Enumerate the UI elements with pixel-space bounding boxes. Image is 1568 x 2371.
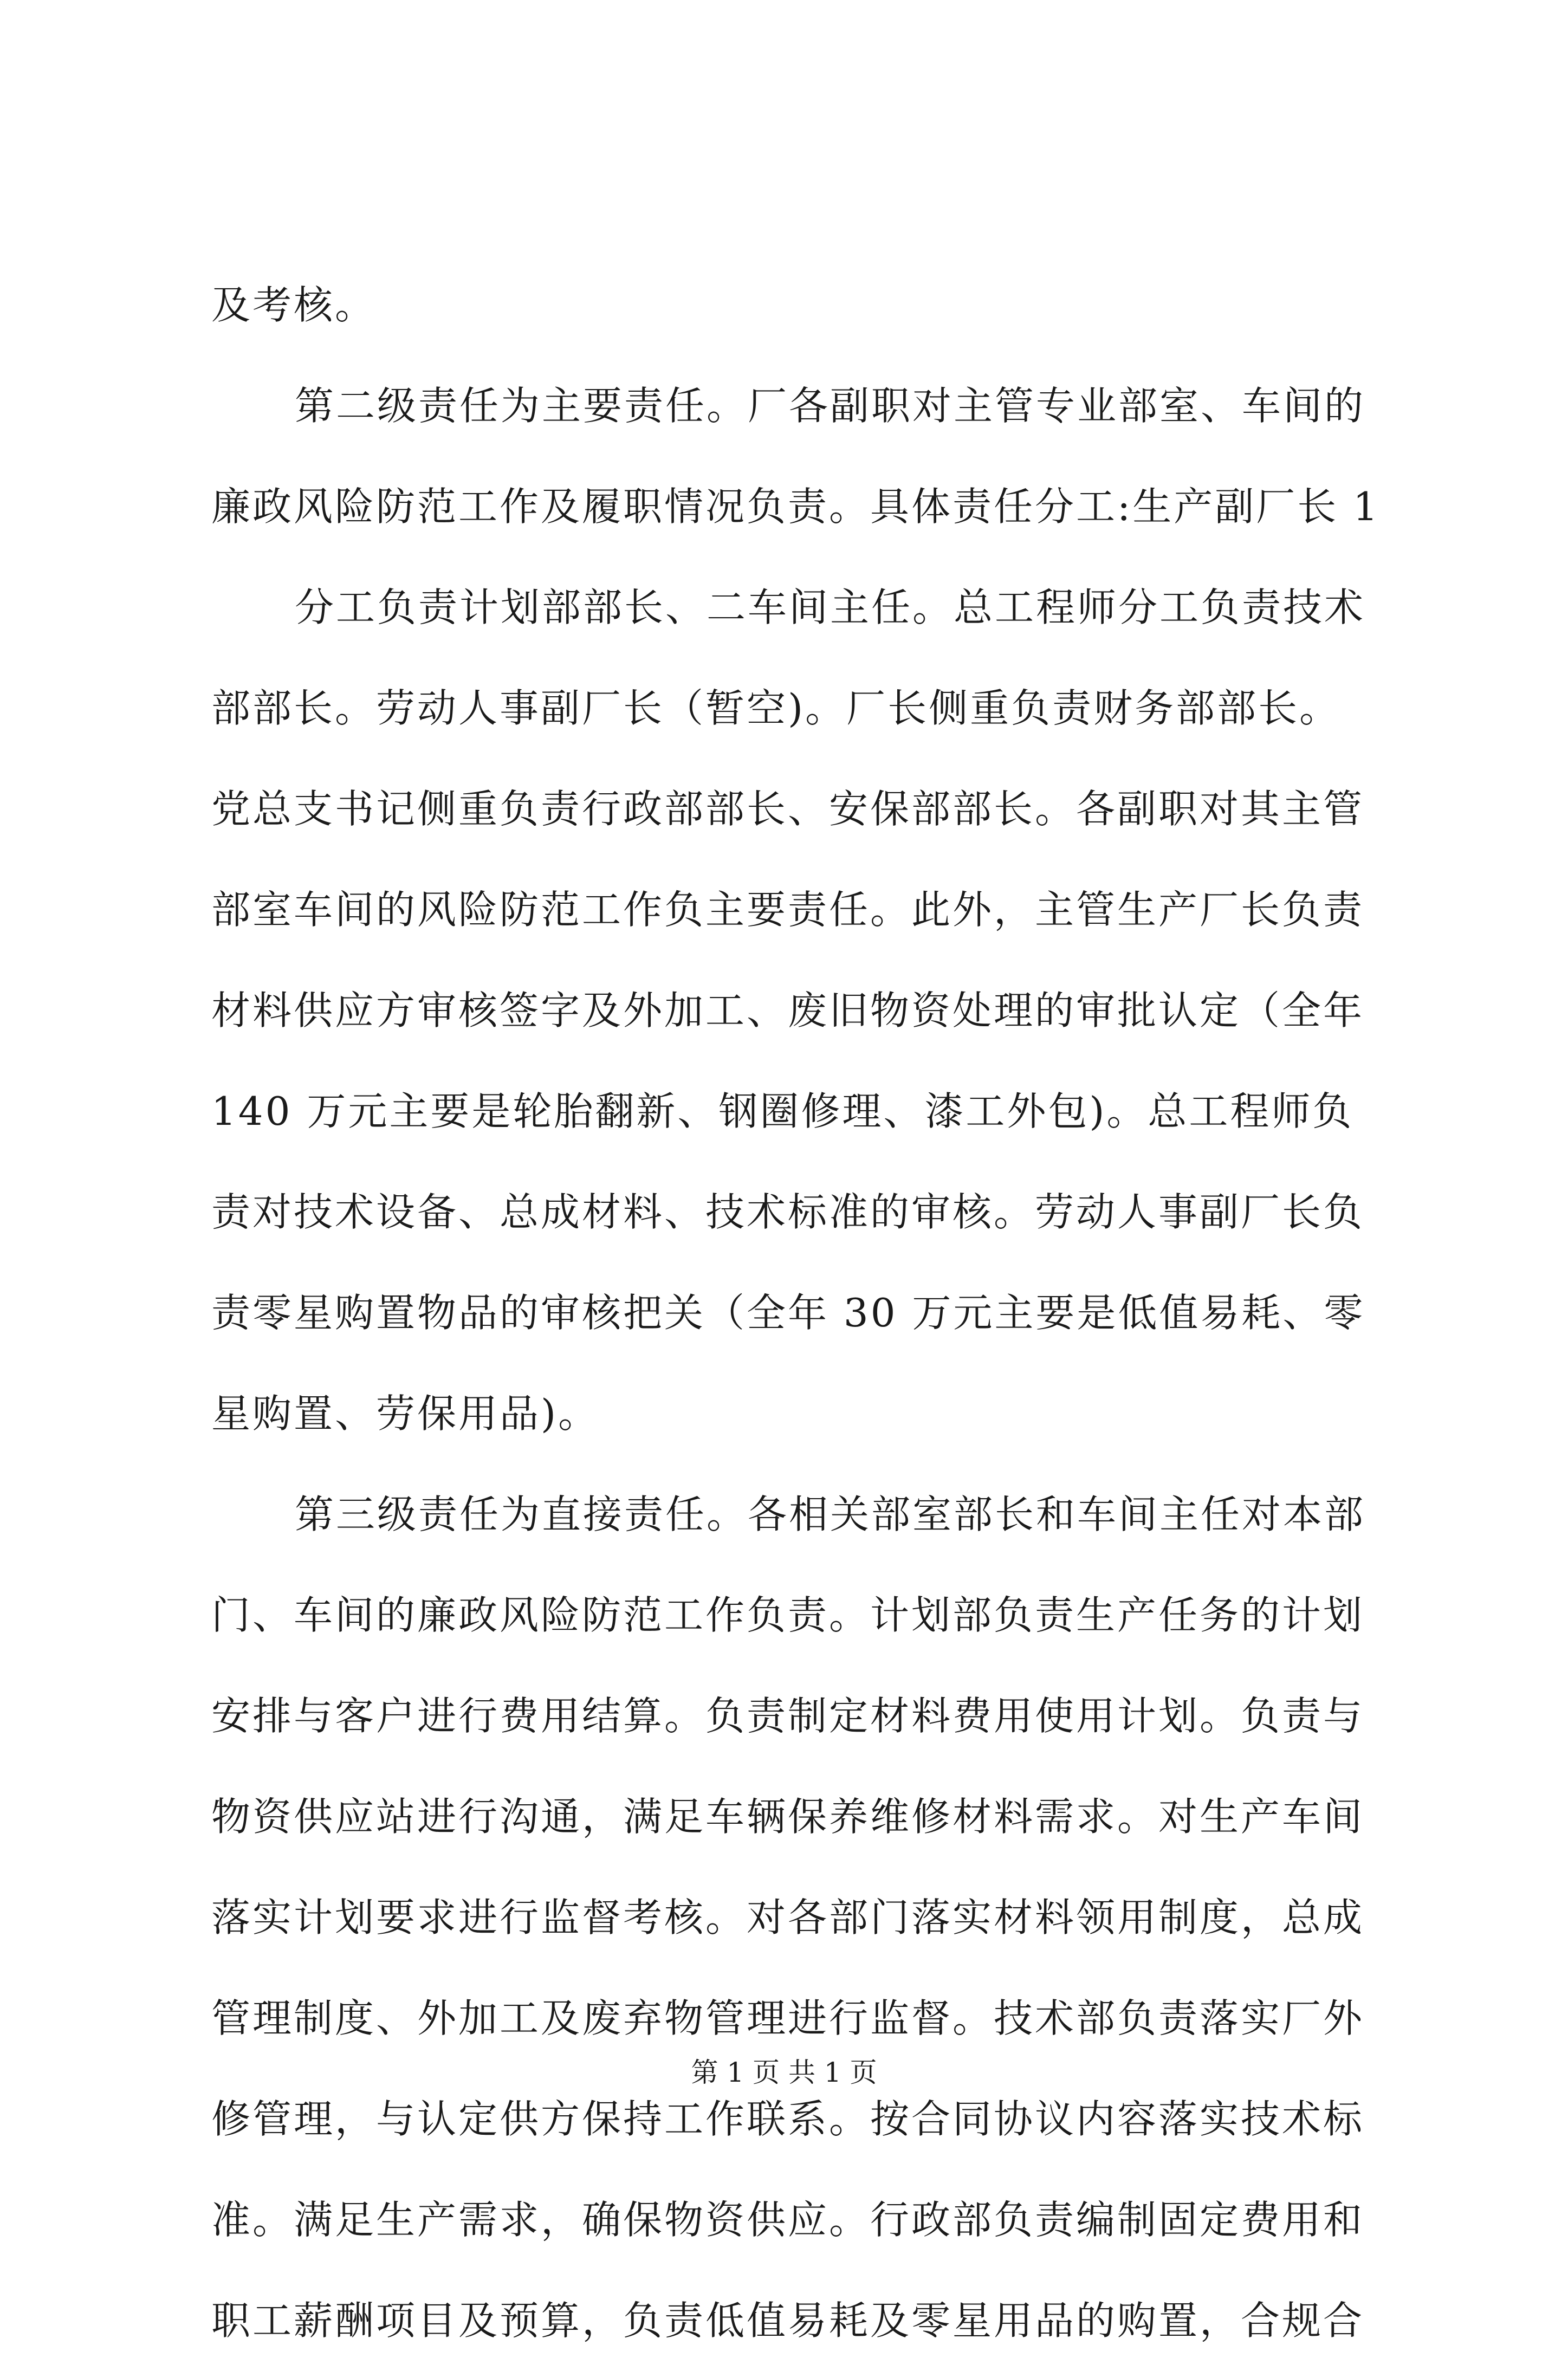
text-line: 职工薪酬项目及预算，负责低值易耗及零星用品的购置，合规合 (211, 2298, 1365, 2343)
text-line: 部室车间的风险防范工作负主要责任。此外，主管生产厂长负责 (211, 887, 1365, 932)
page-number-label: 第 1 页 共 1 页 (691, 2057, 877, 2088)
text-line: 落实计划要求进行监督考核。对各部门落实材料领用制度，总成 (211, 1895, 1365, 1940)
text-line: 140 万元主要是轮胎翻新、钢圈修理、漆工外包)。总工程师负 (211, 1089, 1354, 1134)
text-line: 准。满足生产需求，确保物资供应。行政部负责编制固定费用和 (211, 2197, 1365, 2243)
text-line: 材料供应方审核签字及外加工、废旧物资处理的审批认定（全年 (211, 988, 1365, 1033)
text-line: 管理制度、外加工及废弃物管理进行监督。技术部负责落实厂外 (211, 1996, 1365, 2041)
text-line: 部部长。劳动人事副厂长（暂空)。厂长侧重负责财务部部长。 (211, 685, 1341, 731)
text-line: 星购置、劳保用品)。 (211, 1391, 600, 1436)
text-line: 党总支书记侧重负责行政部部长、安保部部长。各副职对其主管 (211, 786, 1365, 832)
text-line: 门、车间的廉政风险防范工作负责。计划部负责生产任务的计划 (211, 1592, 1365, 1638)
text-line: 责对技术设备、总成材料、技术标准的审核。劳动人事副厂长负 (211, 1189, 1365, 1235)
text-line: 责零星购置物品的审核把关（全年 30 万元主要是低值易耗、零 (211, 1290, 1365, 1336)
paragraph-start-line: 第三级责任为直接责任。各相关部室部长和车间主任对本部 (295, 1492, 1366, 1537)
paragraph-start-line: 第二级责任为主要责任。厂各副职对主管专业部室、车间的 (295, 383, 1366, 429)
text-line: 物资供应站进行沟通，满足车辆保养维修材料需求。对生产车间 (211, 1794, 1365, 1839)
text-line: 修管理，与认定供方保持工作联系。按合同协议内容落实技术标 (211, 2096, 1365, 2142)
text-line: 及考核。 (211, 282, 377, 328)
text-line: 分工负责计划部部长、二车间主任。总工程师分工负责技术 (295, 585, 1366, 630)
text-line: 安排与客户进行费用结算。负责制定材料费用使用计划。负责与 (211, 1693, 1365, 1739)
text-line: 廉政风险防范工作及履职情况负责。具体责任分工:生产副厂长 1 (211, 484, 1380, 529)
page-footer (0, 2051, 1568, 2094)
